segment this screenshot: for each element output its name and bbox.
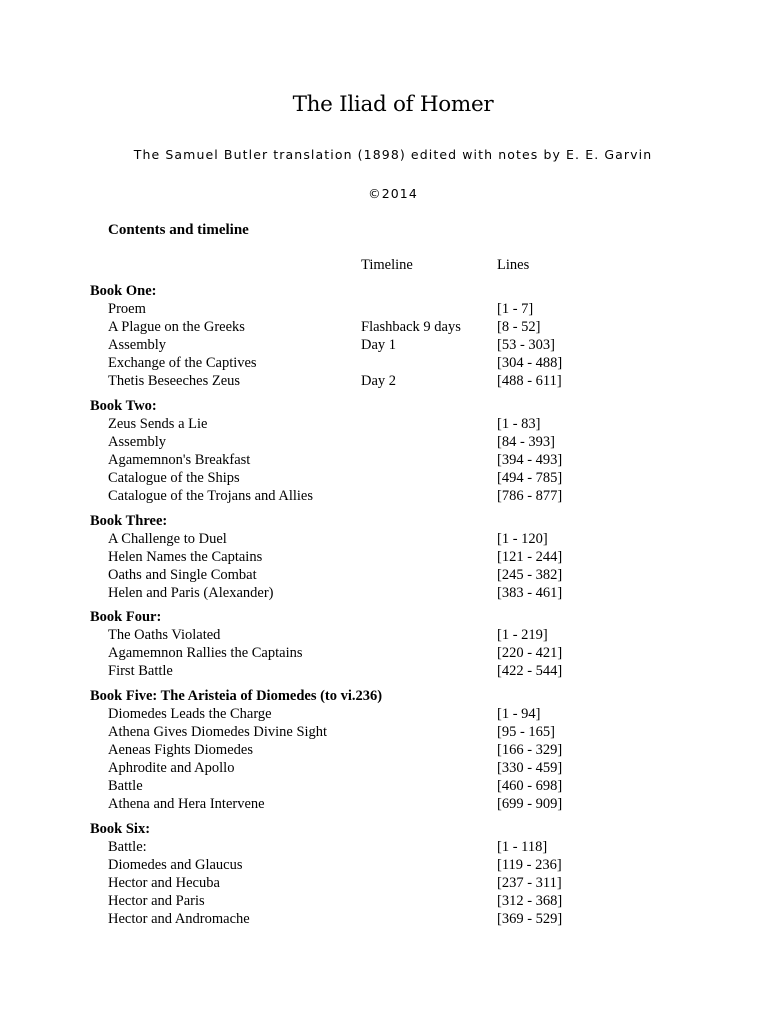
chapter-title: Catalogue of the Trojans and Allies <box>108 488 313 504</box>
chapter-lines: [330 - 459] <box>497 760 563 776</box>
chapter-lines: [8 - 52] <box>497 319 541 335</box>
chapter-lines: [369 - 529] <box>497 911 563 927</box>
chapter-row <box>0 415 768 433</box>
chapter-title: Hector and Andromache <box>108 911 250 927</box>
chapter-lines: [53 - 303] <box>497 337 555 353</box>
book-heading: Book Four: <box>90 609 162 625</box>
chapter-title: Diomedes and Glaucus <box>108 857 243 873</box>
chapter-lines: [494 - 785] <box>497 470 563 486</box>
contents-heading: Contents and timeline <box>108 222 249 238</box>
chapter-row <box>0 530 768 548</box>
chapter-lines: [166 - 329] <box>497 742 563 758</box>
chapter-title: Aeneas Fights Diomedes <box>108 742 253 758</box>
chapter-row <box>0 910 768 928</box>
chapter-title: Oaths and Single Combat <box>108 567 257 583</box>
document-title: The Iliad of Homer <box>292 92 494 117</box>
chapter-row <box>0 838 768 856</box>
chapter-lines: [1 - 219] <box>497 627 548 643</box>
book-heading: Book One: <box>90 283 157 299</box>
chapter-row <box>0 741 768 759</box>
chapter-row <box>0 662 768 680</box>
chapter-title: Diomedes Leads the Charge <box>108 706 272 722</box>
chapter-title: Hector and Paris <box>108 893 205 909</box>
chapter-lines: [699 - 909] <box>497 796 563 812</box>
book-heading: Book Two: <box>90 398 157 414</box>
chapter-lines: [394 - 493] <box>497 452 563 468</box>
chapter-lines: [383 - 461] <box>497 585 563 601</box>
chapter-lines: [1 - 94] <box>497 706 541 722</box>
chapter-timeline: Flashback 9 days <box>361 319 461 335</box>
chapter-title: Aphrodite and Apollo <box>108 760 235 776</box>
chapter-title: Assembly <box>108 337 166 353</box>
book-heading: Book Five: The Aristeia of Diomedes (to vi.236) <box>90 688 383 704</box>
chapter-row <box>0 354 768 372</box>
chapter-title: Helen and Paris (Alexander) <box>108 585 274 601</box>
chapter-row <box>0 451 768 469</box>
chapter-title: Athena and Hera Intervene <box>108 796 265 812</box>
chapter-title: Hector and Hecuba <box>108 875 220 891</box>
chapter-title: A Challenge to Duel <box>108 531 227 547</box>
chapter-row <box>0 469 768 487</box>
chapter-title: Agamemnon Rallies the Captains <box>108 645 303 661</box>
chapter-lines: [1 - 118] <box>497 839 548 855</box>
chapter-lines: [84 - 393] <box>497 434 555 450</box>
chapter-lines: [237 - 311] <box>497 875 562 891</box>
chapter-title: Thetis Beseeches Zeus <box>108 373 241 389</box>
chapter-lines: [1 - 83] <box>497 416 541 432</box>
chapter-title: Assembly <box>108 434 166 450</box>
chapter-row <box>0 856 768 874</box>
chapter-row <box>0 566 768 584</box>
chapter-lines: [220 - 421] <box>497 645 563 661</box>
chapter-lines: [304 - 488] <box>497 355 563 371</box>
chapter-row <box>0 759 768 777</box>
chapter-timeline: Day 1 <box>361 337 397 353</box>
chapter-timeline: Day 2 <box>361 373 397 389</box>
chapter-title: Proem <box>108 301 146 317</box>
chapter-title: Athena Gives Diomedes Divine Sight <box>108 724 328 740</box>
copyright-notice: ©2014 <box>368 186 418 201</box>
book-heading: Book Six: <box>90 821 151 837</box>
chapter-lines: [422 - 544] <box>497 663 563 679</box>
chapter-lines: [1 - 120] <box>497 531 548 547</box>
chapter-row <box>0 723 768 741</box>
timeline-column-header: Timeline <box>361 257 413 273</box>
chapter-title: Battle: <box>108 839 147 855</box>
chapter-row <box>0 336 768 354</box>
chapter-lines: [488 - 611] <box>497 373 562 389</box>
chapter-lines: [786 - 877] <box>497 488 563 504</box>
chapter-row <box>0 318 768 336</box>
chapter-row <box>0 584 768 602</box>
chapter-title: Catalogue of the Ships <box>108 470 240 486</box>
chapter-row <box>0 300 768 318</box>
chapter-row <box>0 705 768 723</box>
chapter-title: A Plague on the Greeks <box>108 319 245 335</box>
book-heading: Book Three: <box>90 513 168 529</box>
chapter-title: Battle <box>108 778 143 794</box>
chapter-row <box>0 372 768 390</box>
chapter-row <box>0 874 768 892</box>
chapter-lines: [1 - 7] <box>497 301 534 317</box>
chapter-row <box>0 433 768 451</box>
chapter-title: Agamemnon's Breakfast <box>108 452 251 468</box>
chapter-row <box>0 644 768 662</box>
chapter-title: The Oaths Violated <box>108 627 221 643</box>
chapter-lines: [460 - 698] <box>497 778 563 794</box>
chapter-lines: [312 - 368] <box>497 893 563 909</box>
chapter-lines: [121 - 244] <box>497 549 563 565</box>
chapter-row <box>0 795 768 813</box>
chapter-lines: [119 - 236] <box>497 857 562 873</box>
document-subtitle: The Samuel Butler translation (1898) edited with notes by E. E. Garvin <box>133 147 653 162</box>
chapter-title: Helen Names the Captains <box>108 549 263 565</box>
chapter-row <box>0 626 768 644</box>
lines-column-header: Lines <box>497 257 530 273</box>
chapter-row <box>0 487 768 505</box>
chapter-lines: [245 - 382] <box>497 567 563 583</box>
chapter-row <box>0 777 768 795</box>
chapter-title: Zeus Sends a Lie <box>108 416 208 432</box>
chapter-row <box>0 892 768 910</box>
chapter-title: Exchange of the Captives <box>108 355 257 371</box>
chapter-row <box>0 548 768 566</box>
chapter-lines: [95 - 165] <box>497 724 555 740</box>
chapter-title: First Battle <box>108 663 173 679</box>
